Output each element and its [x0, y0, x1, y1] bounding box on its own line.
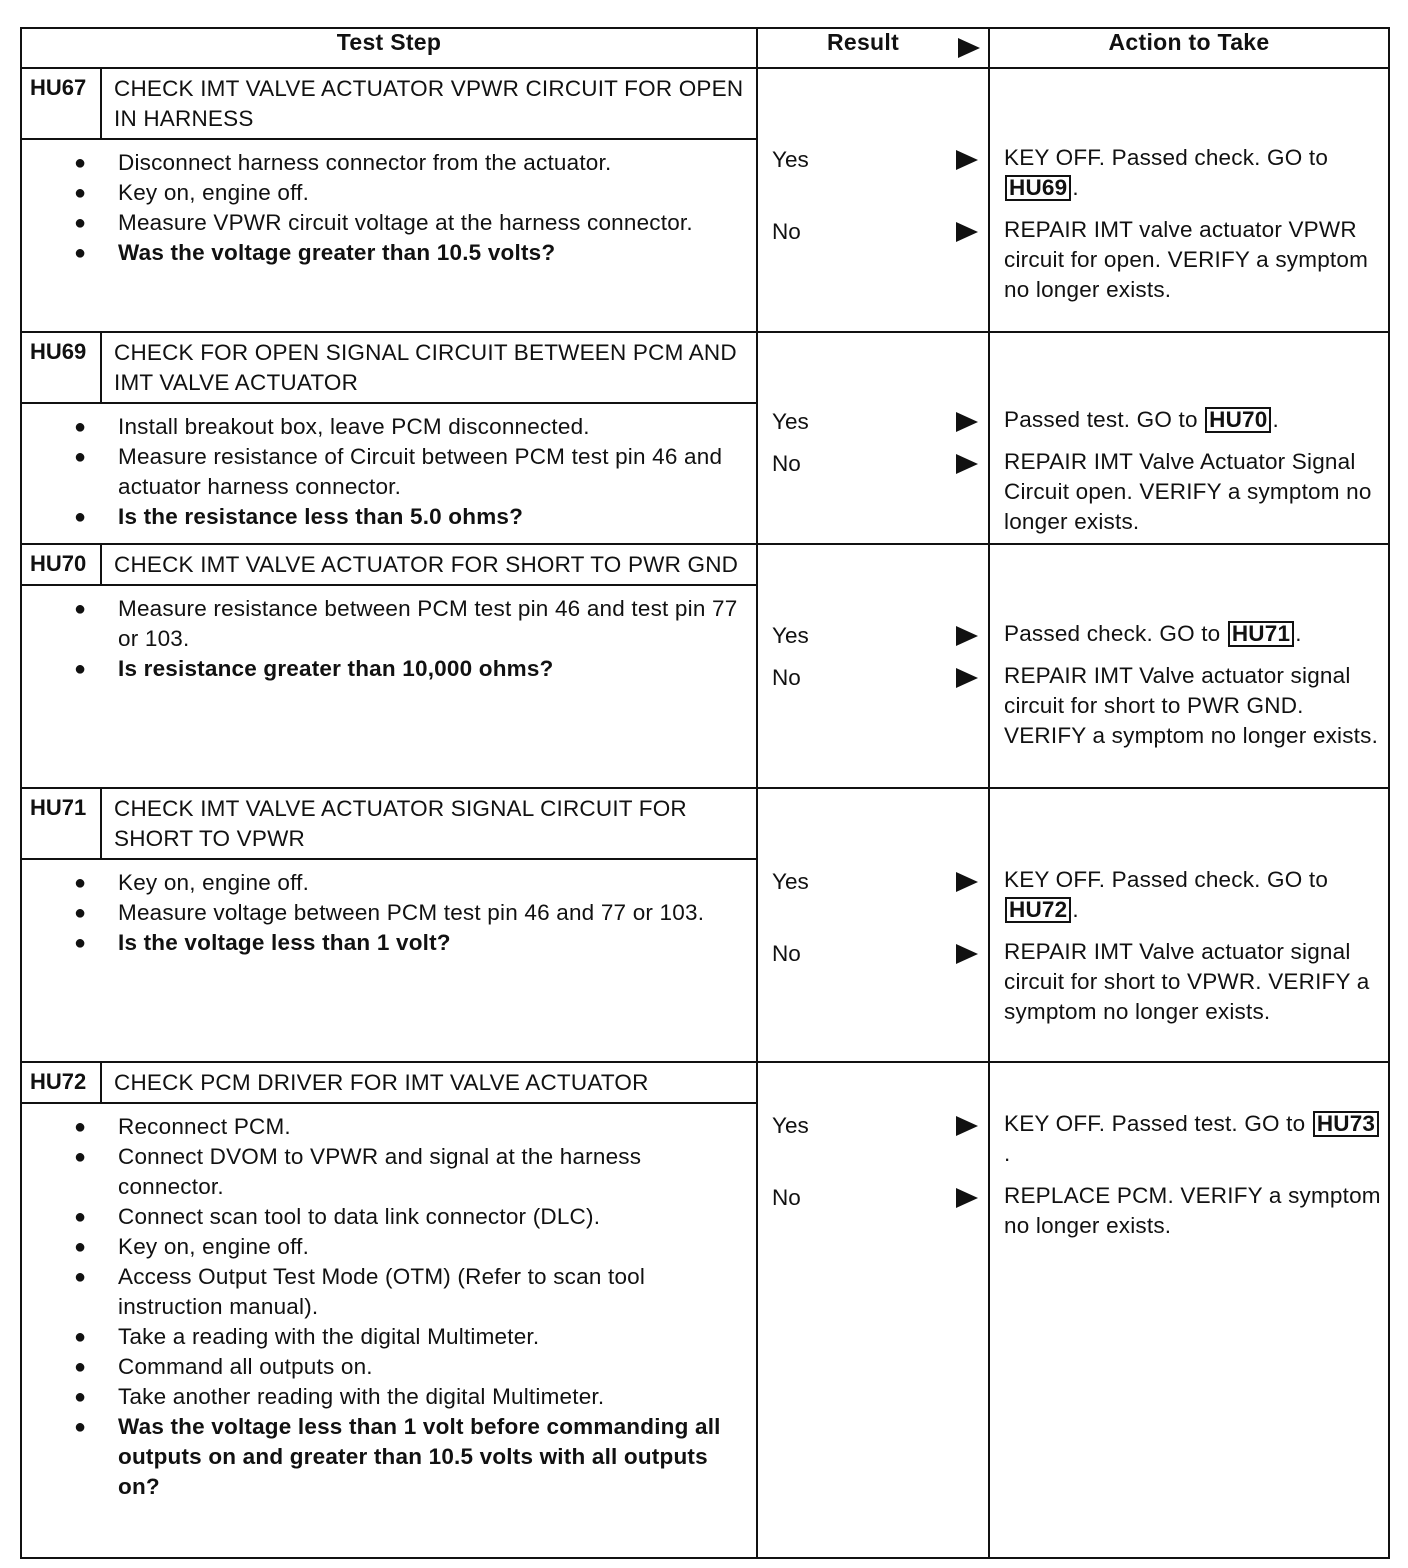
test-row-hu72	[21, 1062, 1389, 1558]
right-arrow-icon	[956, 1188, 978, 1208]
right-arrow-icon	[956, 944, 978, 964]
step-header	[22, 789, 756, 860]
right-arrow-icon	[956, 222, 978, 242]
step-item: ● Measure resistance of Circuit between PCM test pin 46 and actuator harness connector.	[118, 442, 746, 502]
test-step-cell	[21, 788, 757, 1062]
step-item: ● Disconnect harness connector from the actuator.	[118, 148, 746, 178]
action-yes-text: KEY OFF. Passed check. GO to	[1004, 867, 1329, 892]
step-header	[22, 545, 756, 586]
result-yes-label: Yes	[772, 623, 809, 648]
header-action: Action to Take	[989, 28, 1389, 68]
result-no	[772, 1185, 978, 1211]
result-yes-label: Yes	[772, 1113, 809, 1138]
result-yes	[772, 623, 978, 649]
result-cell	[757, 788, 989, 1062]
result-no	[772, 665, 978, 691]
right-arrow-icon	[958, 38, 980, 58]
test-step-cell	[21, 332, 757, 544]
result-no	[772, 219, 978, 245]
test-step-cell	[21, 1062, 757, 1558]
step-title: CHECK IMT VALVE ACTUATOR VPWR CIRCUIT FOR OPEN IN HARNESS	[114, 76, 744, 131]
step-item: ● Reconnect PCM.	[118, 1112, 746, 1142]
step-header	[22, 1063, 756, 1104]
step-list	[22, 1104, 756, 1508]
result-yes	[772, 147, 978, 173]
result-cell	[757, 1062, 989, 1558]
step-list	[22, 404, 756, 538]
header-row	[21, 28, 1389, 68]
action-yes	[1004, 865, 1384, 925]
step-item: ● Measure VPWR circuit voltage at the harness connector.	[118, 208, 746, 238]
action-yes	[1004, 1109, 1384, 1169]
step-code: HU72	[22, 1063, 102, 1102]
step-item: ● Install breakout box, leave PCM disconnected.	[118, 412, 746, 442]
header-result-label: Result	[826, 29, 900, 55]
step-title: CHECK PCM DRIVER FOR IMT VALVE ACTUATOR	[114, 1070, 649, 1095]
action-cell	[989, 332, 1389, 544]
result-yes-label: Yes	[772, 869, 809, 894]
right-arrow-icon	[956, 626, 978, 646]
action-no: REPLACE PCM. VERIFY a symptom no longer exists.	[1004, 1183, 1381, 1238]
step-item: ● Take a reading with the digital Multimeter.	[118, 1322, 746, 1352]
step-item: ● Key on, engine off.	[118, 178, 746, 208]
step-item: ● Take another reading with the digital Multimeter.	[118, 1382, 746, 1412]
header-test-step: Test Step	[21, 28, 757, 68]
test-row-hu71	[21, 788, 1389, 1062]
result-no	[772, 941, 978, 967]
result-cell	[757, 68, 989, 332]
action-no: REPAIR IMT Valve Actuator Signal Circuit open. VERIFY a symptom no longer exists.	[1004, 449, 1372, 534]
step-item: ● Connect DVOM to VPWR and signal at the harness connector.	[118, 1142, 746, 1202]
step-question: ● Is the resistance less than 5.0 ohms?	[118, 502, 746, 532]
test-row-hu69	[21, 332, 1389, 544]
step-item: ● Measure resistance between PCM test pin 46 and test pin 77 or 103.	[118, 594, 746, 654]
step-item: ● Measure voltage between PCM test pin 46 and 77 or 103.	[118, 898, 746, 928]
action-yes	[1004, 405, 1384, 435]
step-header	[22, 333, 756, 404]
right-arrow-icon	[956, 412, 978, 432]
right-arrow-icon	[956, 150, 978, 170]
result-no-label: No	[772, 219, 801, 244]
action-yes-text: KEY OFF. Passed check. GO to	[1004, 145, 1329, 170]
action-yes-tail: .	[1072, 897, 1079, 922]
action-yes-text: Passed test. GO to	[1004, 407, 1198, 432]
step-code: HU69	[22, 333, 102, 402]
step-reference[interactable]: HU69	[1005, 175, 1071, 201]
action-yes-text: Passed check. GO to	[1004, 621, 1221, 646]
step-reference[interactable]: HU72	[1005, 897, 1071, 923]
step-item: ● Command all outputs on.	[118, 1352, 746, 1382]
step-header	[22, 69, 756, 140]
step-code: HU70	[22, 545, 102, 584]
result-no-label: No	[772, 941, 801, 966]
result-yes-label: Yes	[772, 409, 809, 434]
test-row-hu70	[21, 544, 1389, 788]
step-code: HU71	[22, 789, 102, 858]
right-arrow-icon	[956, 1116, 978, 1136]
result-cell	[757, 332, 989, 544]
action-cell	[989, 1062, 1389, 1558]
right-arrow-icon	[956, 872, 978, 892]
action-yes-tail: .	[1272, 407, 1279, 432]
header-result	[757, 28, 989, 68]
result-no-label: No	[772, 665, 801, 690]
right-arrow-icon	[956, 668, 978, 688]
action-cell	[989, 544, 1389, 788]
step-question: ● Was the voltage greater than 10.5 volts?	[118, 238, 746, 268]
action-yes-tail: .	[1072, 175, 1079, 200]
result-cell	[757, 544, 989, 788]
step-list	[22, 860, 756, 964]
step-reference[interactable]: HU73	[1313, 1111, 1379, 1137]
right-arrow-icon	[956, 454, 978, 474]
step-question: ● Was the voltage less than 1 volt before commanding all outputs on and greater than 10.5 volts with all outputs on?	[118, 1412, 746, 1502]
action-yes	[1004, 143, 1384, 203]
step-item: ● Key on, engine off.	[118, 868, 746, 898]
step-title: CHECK IMT VALVE ACTUATOR SIGNAL CIRCUIT FOR SHORT TO VPWR	[114, 796, 687, 851]
result-no	[772, 451, 978, 477]
action-no: REPAIR IMT Valve actuator signal circuit for short to VPWR. VERIFY a symptom no longer exists.	[1004, 939, 1370, 1024]
step-question: ● Is resistance greater than 10,000 ohms?	[118, 654, 746, 684]
action-yes	[1004, 619, 1384, 649]
action-yes-tail: .	[1295, 621, 1302, 646]
result-yes	[772, 409, 978, 435]
step-code: HU67	[22, 69, 102, 138]
step-question: ● Is the voltage less than 1 volt?	[118, 928, 746, 958]
step-reference[interactable]: HU71	[1228, 621, 1294, 647]
result-yes	[772, 1113, 978, 1139]
test-step-cell	[21, 544, 757, 788]
step-title: CHECK IMT VALVE ACTUATOR FOR SHORT TO PWR GND	[114, 552, 739, 577]
action-yes-tail: .	[1004, 1141, 1011, 1166]
action-cell	[989, 788, 1389, 1062]
step-list	[22, 586, 756, 690]
result-yes-label: Yes	[772, 147, 809, 172]
step-item: ● Key on, engine off.	[118, 1232, 746, 1262]
diagnostic-table	[20, 27, 1390, 1559]
action-no: REPAIR IMT valve actuator VPWR circuit for open. VERIFY a symptom no longer exists.	[1004, 217, 1369, 302]
test-step-cell	[21, 68, 757, 332]
result-no-label: No	[772, 1185, 801, 1210]
step-item: ● Access Output Test Mode (OTM) (Refer to scan tool instruction manual).	[118, 1262, 746, 1322]
action-yes-text: KEY OFF. Passed test. GO to	[1004, 1111, 1306, 1136]
step-title: CHECK FOR OPEN SIGNAL CIRCUIT BETWEEN PCM AND IMT VALVE ACTUATOR	[114, 340, 737, 395]
result-no-label: No	[772, 451, 801, 476]
test-row-hu67	[21, 68, 1389, 332]
action-cell	[989, 68, 1389, 332]
step-list	[22, 140, 756, 274]
step-reference[interactable]: HU70	[1205, 407, 1271, 433]
result-yes	[772, 869, 978, 895]
step-item: ● Connect scan tool to data link connector (DLC).	[118, 1202, 746, 1232]
action-no: REPAIR IMT Valve actuator signal circuit for short to PWR GND. VERIFY a symptom no longer exists.	[1004, 663, 1379, 748]
